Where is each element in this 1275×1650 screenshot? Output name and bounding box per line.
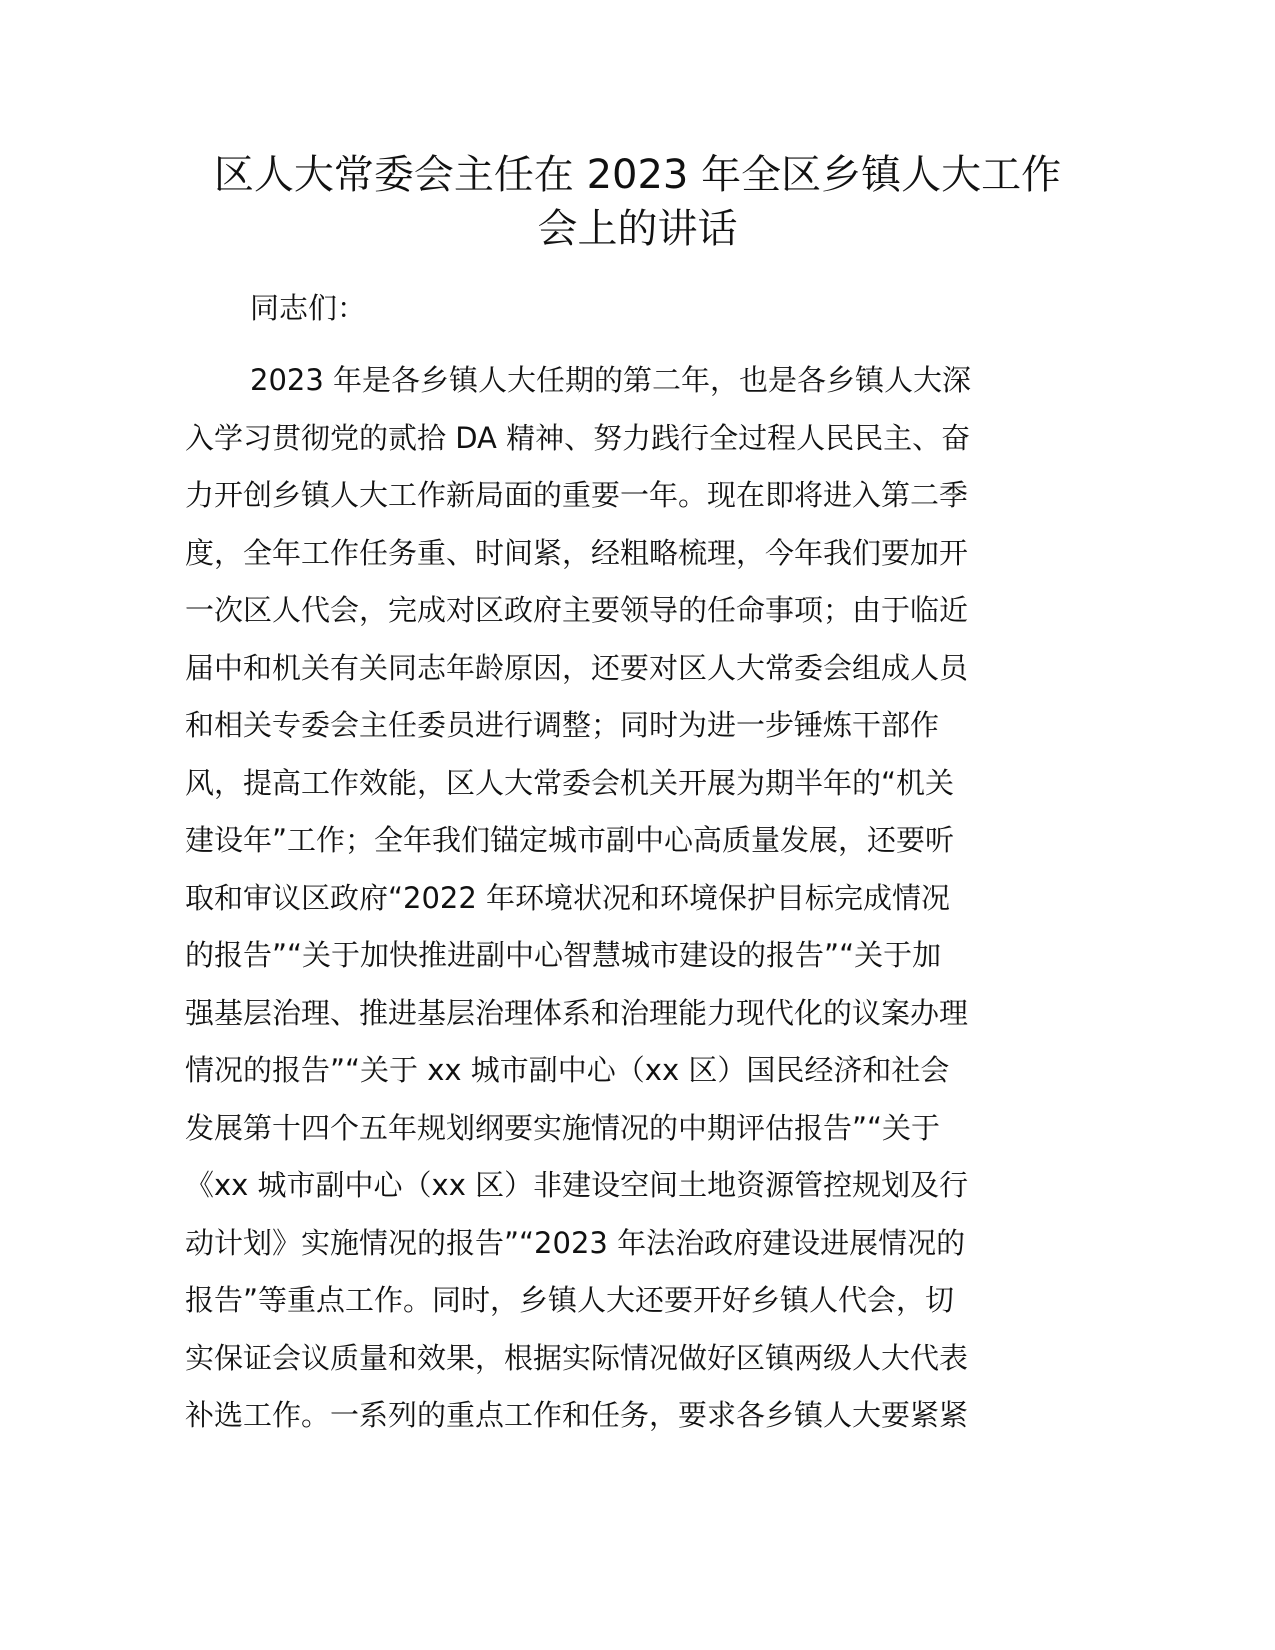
body-line: 一次区人代会，完成对区政府主要领导的任命事项；由于临近 (185, 593, 969, 627)
body-line: 和相关专委会主任委员进行调整；同时为进一步锤炼干部作 (185, 708, 940, 742)
body-line: 取和审议区政府“2022 年环境状况和环境保护目标完成情况 (185, 880, 951, 915)
body-line: 动计划》实施情况的报告”“2023 年法治政府建设进展情况的 (185, 1225, 966, 1260)
body-line: 发展第十四个五年规划纲要实施情况的中期评估报告”“关于 (185, 1110, 941, 1145)
title-line-1: 区人大常委会主任在 2023 年全区乡镇人大工作 (213, 152, 1062, 198)
body-line: 强基层治理、推进基层治理体系和治理能力现代化的议案办理 (185, 995, 969, 1030)
body-line: 风，提高工作效能，区人大常委会机关开展为期半年的“机关 (185, 765, 955, 800)
body-line: 入学习贯彻党的贰拾 DA 精神、努力践行全过程人民民主、奋 (185, 420, 971, 455)
body-line: 补选工作。一系列的重点工作和任务，要求各乡镇人大要紧紧 (185, 1398, 969, 1432)
body-paragraph (185, 360, 1085, 1453)
body-line: 报告”等重点工作。同时，乡镇人大还要开好乡镇人代会，切 (185, 1283, 955, 1317)
document-title (150, 148, 1125, 256)
body-line: 建设年”工作；全年我们锚定城市副中心高质量发展，还要听 (185, 823, 955, 857)
title-line-2: 会上的讲话 (537, 206, 738, 252)
salutation: 同志们： (250, 291, 367, 325)
body-line: 力开创乡镇人大工作新局面的重要一年。现在即将进入第二季 (185, 478, 969, 512)
body-line: 的报告”“关于加快推进副中心智慧城市建设的报告”“关于加 (185, 938, 942, 972)
body-line: 届中和机关有关同志年龄原因，还要对区人大常委会组成人员 (185, 650, 969, 685)
body-line: 2023 年是各乡镇人大任期的第二年，也是各乡镇人大深 (250, 363, 972, 397)
body-line: 《xx 城市副中心（xx 区）非建设空间土地资源管控规划及行 (185, 1168, 969, 1202)
body-line: 情况的报告”“关于 xx 城市副中心（xx 区）国民经济和社会 (185, 1053, 950, 1087)
body-line: 实保证会议质量和效果，根据实际情况做好区镇两级人大代表 (185, 1340, 969, 1375)
body-line: 度，全年工作任务重、时间紧，经粗略梳理，今年我们要加开 (185, 535, 969, 570)
